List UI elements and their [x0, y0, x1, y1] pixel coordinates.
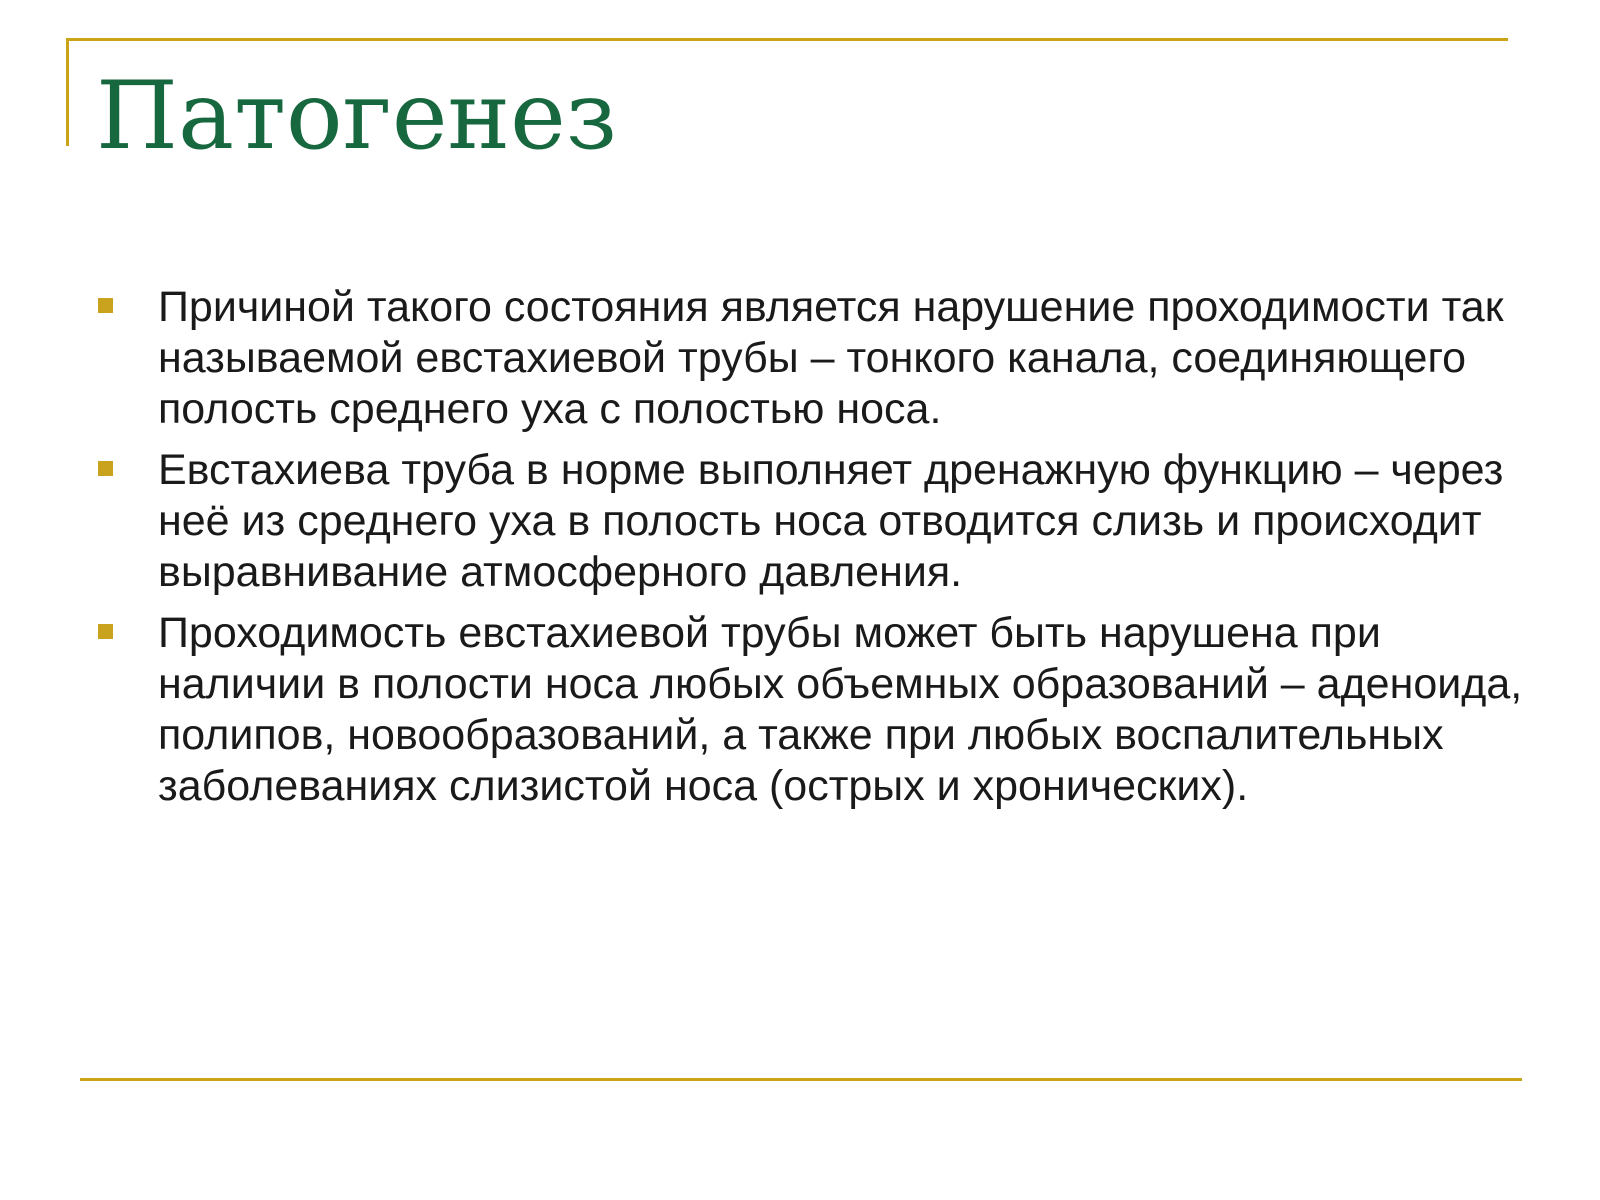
bullet-text: Причиной такого состояния является нарушение проходимости так называемой евстахиевой трубы – тонкого канала, соединяющего полость среднего уха с полостью носа. [158, 283, 1504, 433]
bullet-item [98, 608, 1528, 812]
square-bullet-icon [98, 624, 113, 639]
top-accent-line [66, 38, 1508, 41]
bullet-text: Евстахиева труба в норме выполняет дренажную функцию – через неё из среднего уха в полость носа отводится слизь и происходит выравнивание атмосферного давления. [158, 446, 1504, 596]
bullet-text: Проходимость евстахиевой трубы может быть нарушена при наличии в полости носа любых объемных образований – аденоида, полипов, новообразований, а также при любых воспалительных заболеваниях слизистой носа (острых и хронических). [158, 609, 1523, 810]
square-bullet-icon [98, 461, 113, 476]
bullet-list [98, 282, 1528, 822]
slide-title: Патогенез [96, 62, 618, 171]
square-bullet-icon [98, 298, 113, 313]
bullet-item [98, 445, 1528, 598]
bottom-accent-line [80, 1078, 1522, 1081]
left-accent-line [66, 38, 69, 146]
bullet-item [98, 282, 1528, 435]
